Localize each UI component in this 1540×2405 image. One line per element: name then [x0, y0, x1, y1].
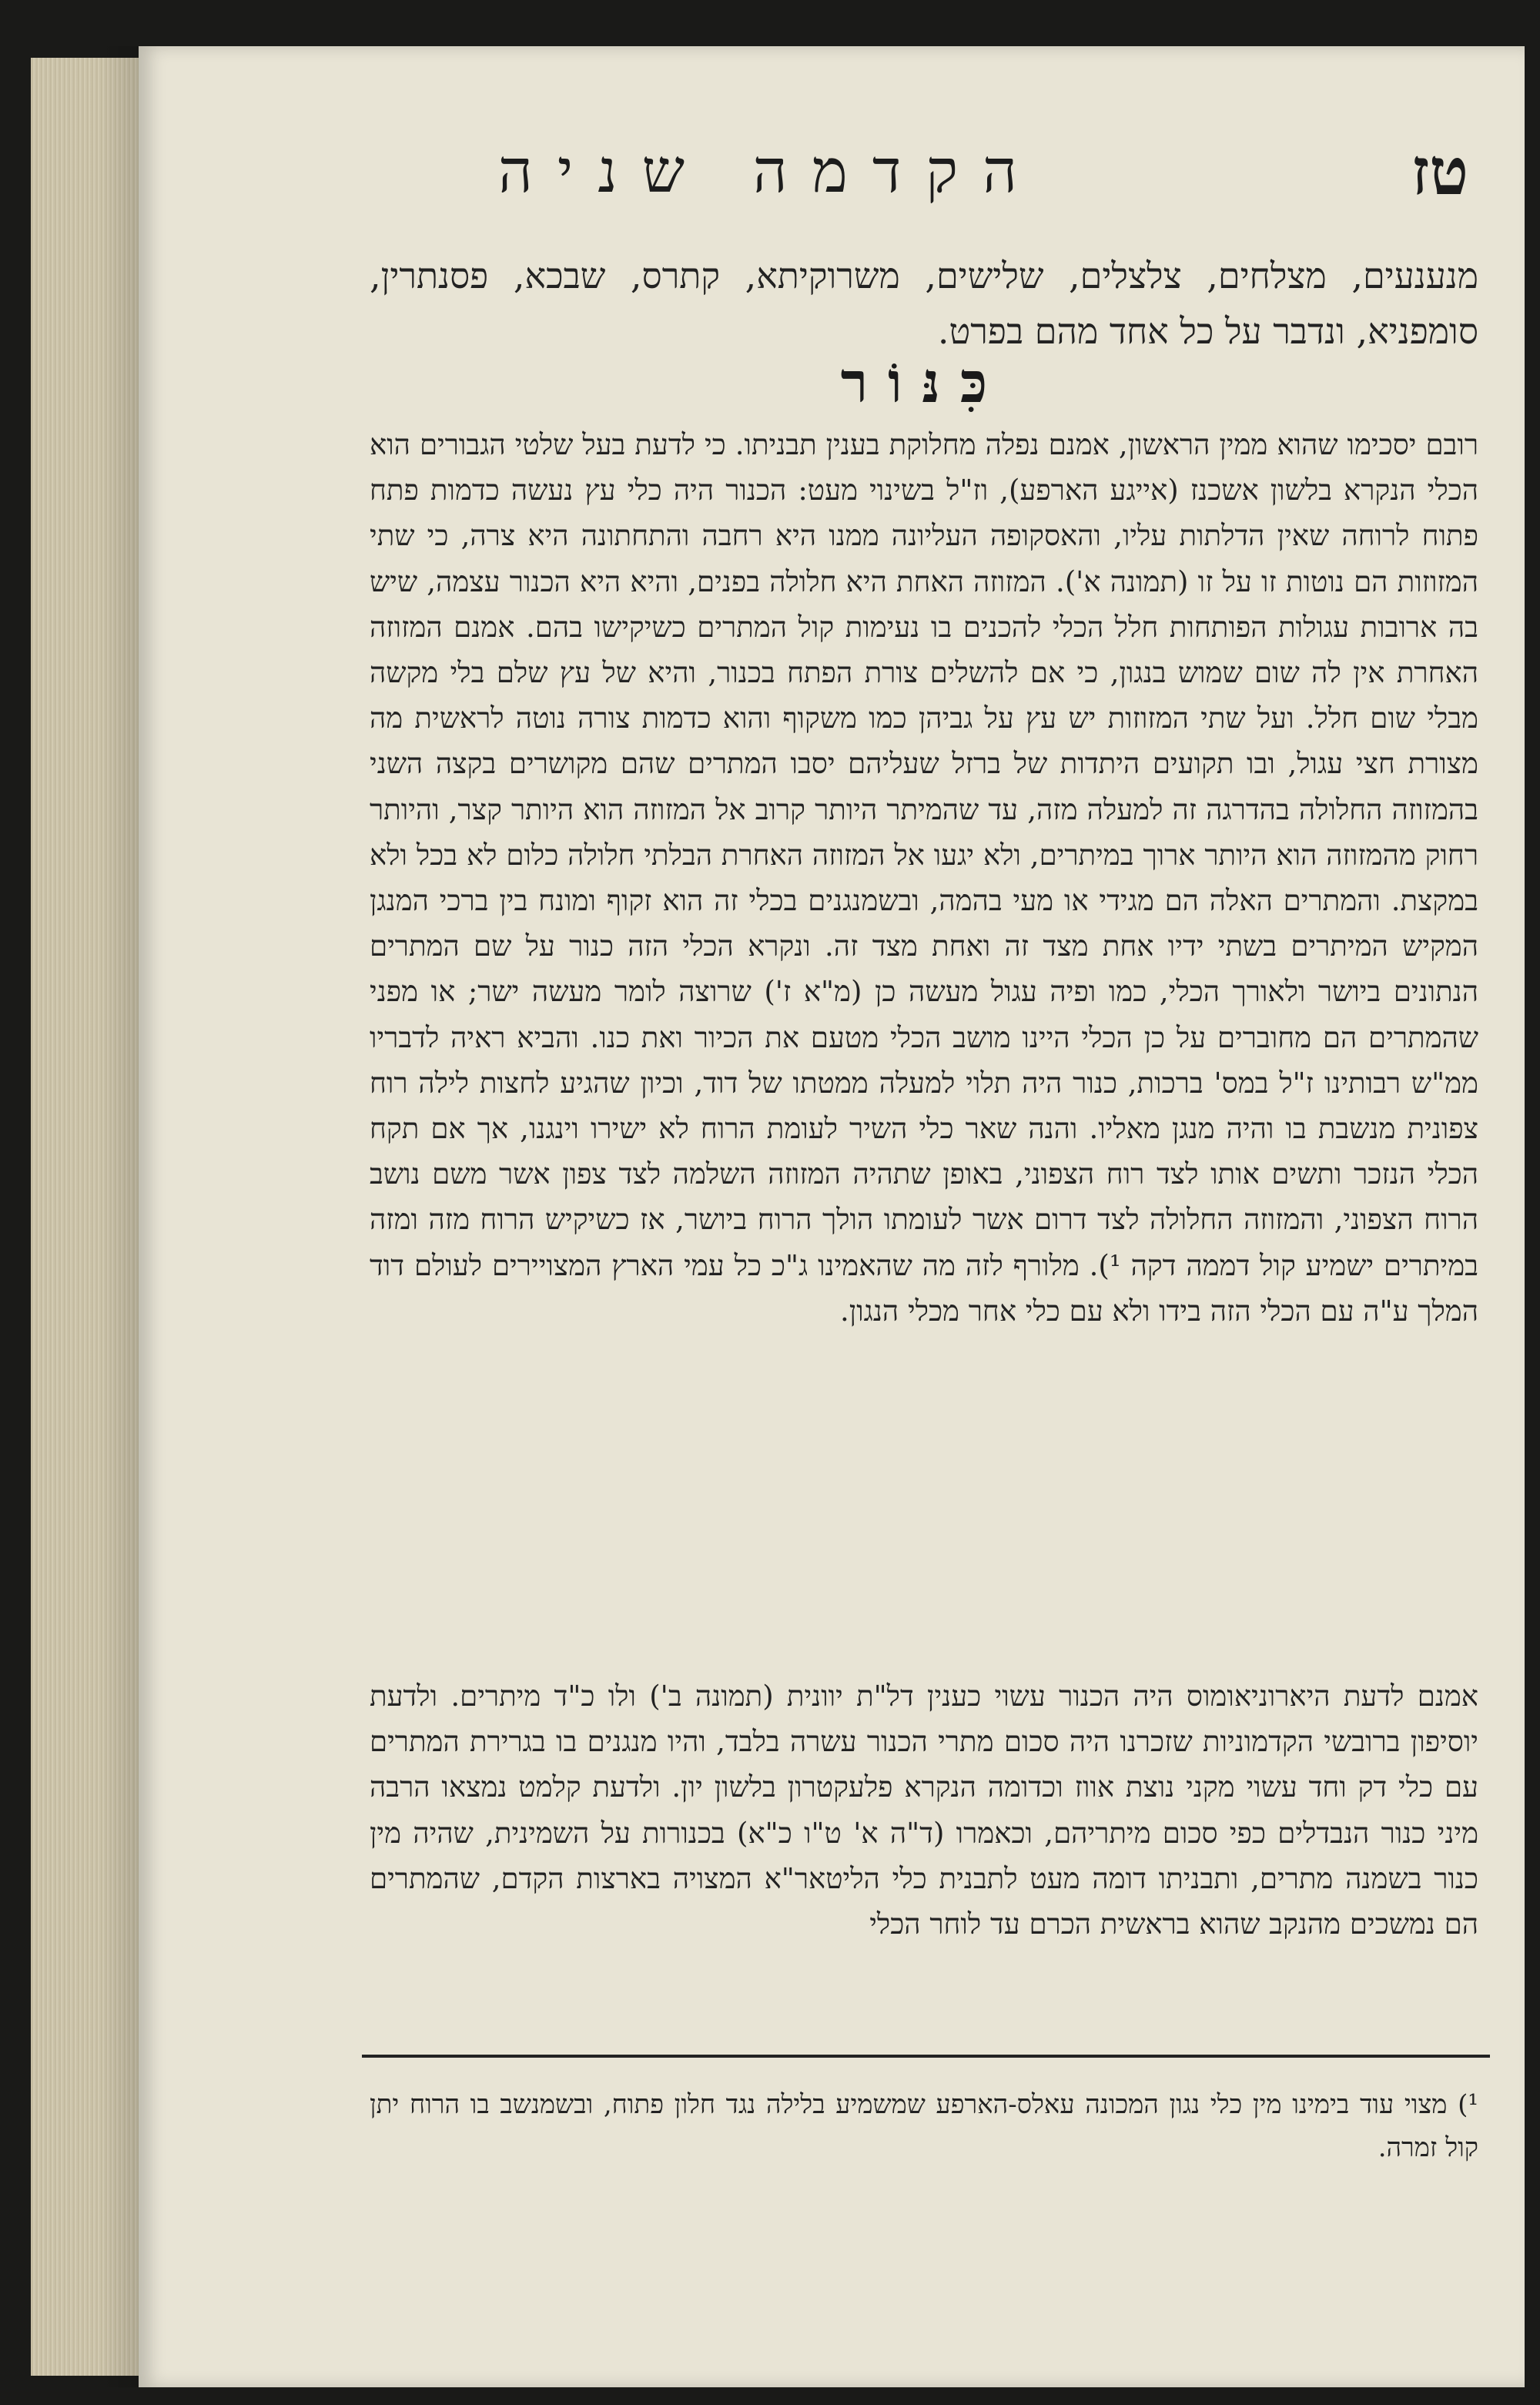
paragraph-1: [370, 422, 1478, 1334]
footnote: ¹) מצוי עוד בימינו מין כלי נגון המכונה עאלס-הארפע שמשמיע בלילה נגד חלון פתוח, ובשמנשב בו הרוח יתן קול זמרה.: [370, 2089, 1478, 2163]
running-head: הקדמה שניה: [498, 137, 1042, 206]
section-heading: כִּנּוֹר: [840, 350, 1008, 415]
paragraph-2: [370, 1673, 1478, 1947]
footnote-rule: [362, 2055, 1490, 2058]
intro-text: מנענעים, מצלחים, צלצלים, שלישים, משרוקיתא, קתרס, שבכא, פסנתרין, סומפניא, ונדבר על כל אחד מהם בפרט.: [370, 255, 1478, 352]
paragraph-1-text: רובם יסכימו שהוא ממין הראשון, אמנם נפלה מחלוקת בענין תבניתו. כי לדעת בעל שלטי הגבורים הוא הכלי הנקרא בלשון אשכנז (אייגע הארפע), וז"ל בשינוי מעט: הכנור היה כלי עץ נעשה כדמות פתח פתוח לרוחה שאין הדלתות עליו, והאסקופה העליונה ממנו היא רחבה והתחתונה היא צרה, כי שתי המזוזות הם נוטות זו על זו (תמונה א'). המזוזה האחת היא חלולה בפנים, והיא היא הכנור עצמה, שיש בה ארובות עגולות הפותחות חלל הכלי להכנים בו נעימות קול המתרים כשיקישו בהם. אמנם המזוזה האחרת אין לה שום שמוש בנגון, כי אם להשלים צורת הפתח בכנור, והיא של עץ שלם בלי מקשה מבלי שום חלל. ועל שתי המזוזות יש עץ על גביהן כמו משקוף והוא כדמות צורה נוטה לראשית מה מצורת חצי עגול, ובו תקועים היתדות של ברזל שעליהם יסבו המתרים שהם מקושרים בקצה השני בהמזוזה החלולה בהדרגה זה למעלה מזה, עד שהמיתר היותר קרוב אל המזוזה הוא היותר קצר, והיותר רחוק מהמזוזה הוא היותר ארוך במיתרים, ולא יגעו אל המזוזה האחרת הבלתי חלולה כלום לא בכל ולא במקצת. והמתרים האלה הם מגידי או מעי בהמה, ובשמנגנים בכלי זה הוא זקוף ומונח בין ברכי המנגן המקיש המיתרים בשתי ידיו אחת מצד זה ואחת מצד זה. ונקרא הכלי הזה כנור על שם המתרים הנתונים ביושר ולאורך הכלי, כמו ופיה עגול מעשה כן (מ"א ז') שרוצה לומר מעשה ישר; או מפני שהמתרים הם מחוברים על כן הכלי היינו מושב הכלי מטעם את הכיור ואת כנו. והביא ראיה לדבריו ממ"ש רבותינו ז"ל במס' ברכות, כנור היה תלוי למעלה ממטתו של דוד, וכיון שהגיע לחצות לילה רוח צפונית מנשבת בו והיה מנגן מאליו. והנה שאר כלי השיר לעומת הרוח לא ישירו וינגנו, אך אם תקח הכלי הנזכר ותשים אותו לצד רוח הצפוני, באופן שתהיה המזוזה השלמה לצד צפון אשר משם נושב הרוח הצפוני, והמזוזה החלולה לצד דרום אשר לעומתו הולך הרוח ביושר, אז כשיקיש הרוח מזה ומזה במיתרים ישמיע קול דממה דקה ¹). מלורף לזה מה שהאמינו ג"כ כל עמי הארץ המצויירים לעולם דוד המלך ע"ה עם הכלי הזה בידו ולא עם כלי אחר מכלי הנגון.: [370, 428, 1478, 1328]
paragraph-2-text: אמנם לדעת היארוניאומוס היה הכנור עשוי כענין דל"ת יוונית (תמונה ב') ולו כ"ד מיתרים. ולדעת יוסיפון ברובשי הקדמוניות שזכרנו היה סכום מתרי הכנור עשרה בלבד, והיו מנגנים בו בגרירת המתרים עם כלי דק וחד עשוי מקני נוצת אווז וכדומה הנקרא פלעקטרון בלשון יון. ולדעת קלמט נמצאו הרבה מיני כנור הנבדלים כפי סכום מיתריהם, וכאמרו (ד"ה א' ט"ו כ"א) בכנורות על השמינית, שהיה מין כנור בשמנה מתרים, ותבניתו דומה מעט לתבנית כלי הליטאר"א המצויה בארצות הקדם, שהמתרים הם נמשכים מהנקב שהוא בראשית הכרם עד לוחר הכלי: [370, 1680, 1478, 1941]
page-number: טז: [1411, 133, 1469, 209]
